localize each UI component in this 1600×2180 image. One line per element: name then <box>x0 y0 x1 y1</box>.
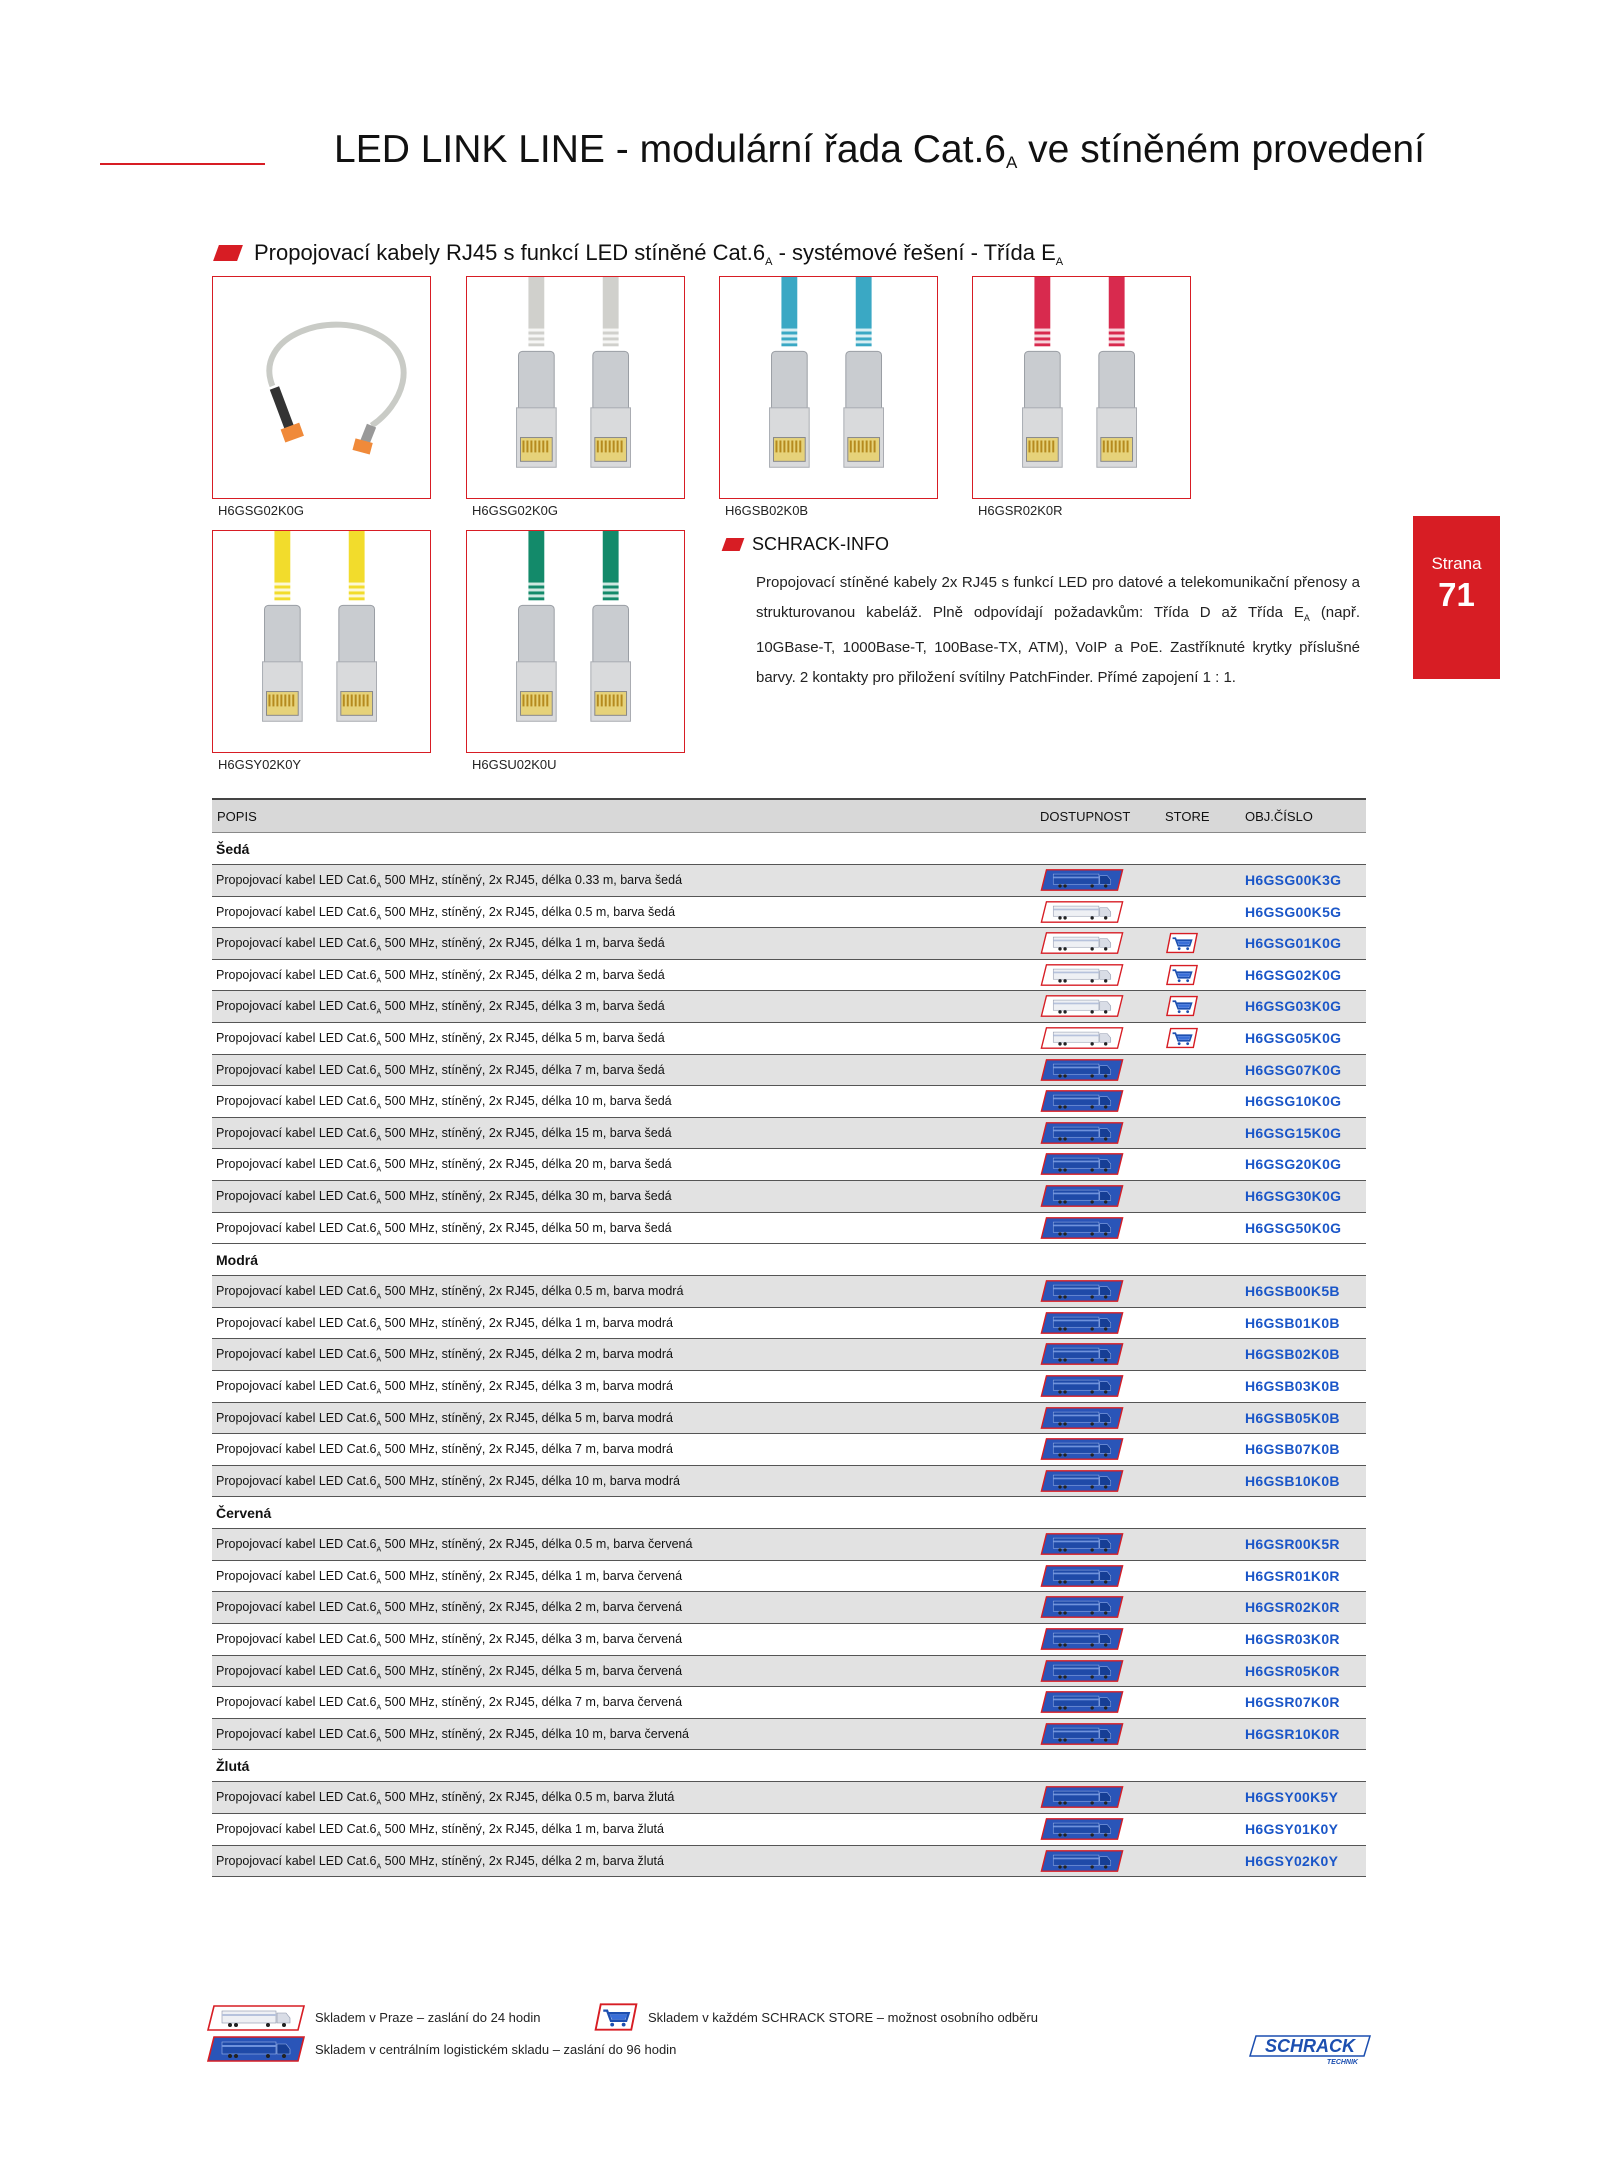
order-number[interactable]: H6GSR05K0R <box>1245 1662 1340 1679</box>
header-code: OBJ.ČÍSLO <box>1245 809 1313 824</box>
row-description: Propojovací kabel LED $Cat.6_A$ 500 MHz, stíněný, 2x RJ45, délka 10 m, barva červená <box>216 1726 689 1744</box>
legend-prague: Skladem v Praze – zaslání do 24 hodin <box>315 2010 541 2025</box>
truck-central-icon <box>1034 1153 1130 1175</box>
table-row <box>212 1656 1366 1688</box>
table-row <box>212 1624 1366 1656</box>
table-row <box>212 1814 1366 1846</box>
row-description: Propojovací kabel LED $Cat.6_A$ 500 MHz, stíněný, 2x RJ45, délka 3 m, barva šedá <box>216 999 665 1016</box>
red-square-icon <box>213 245 243 261</box>
truck-central-icon <box>1034 1280 1130 1302</box>
row-description: Propojovací kabel LED $Cat.6_A$ 500 MHz, stíněný, 2x RJ45, délka 5 m, barva červená <box>216 1663 683 1681</box>
truck-central-icon <box>1034 1312 1130 1334</box>
truck-central-icon <box>206 2036 306 2062</box>
row-description: Propojovací kabel LED $Cat.6_A$ 500 MHz, stíněný, 2x RJ45, délka 1 m, barva žlutá <box>216 1822 664 1839</box>
order-number[interactable]: H6GSG00K3G <box>1245 872 1342 888</box>
shopping-cart-icon <box>1165 995 1199 1017</box>
legend-central: Skladem v centrálním logistickém skladu – zaslání do 96 hodin <box>315 2042 677 2057</box>
shopping-cart-icon <box>1165 1027 1199 1049</box>
order-number[interactable]: H6GSB07K0B <box>1245 1441 1340 1458</box>
group-name: Žlutá <box>216 1758 250 1775</box>
order-number[interactable]: H6GSB01K0B <box>1245 1314 1340 1331</box>
truck-central-icon <box>1034 1122 1130 1144</box>
truck-central-icon <box>1034 1723 1130 1745</box>
row-description: Propojovací kabel LED $Cat.6_A$ 500 MHz, stíněný, 2x RJ45, délka 50 m, barva šedá <box>216 1220 672 1238</box>
order-number[interactable]: H6GSB00K5B <box>1245 1283 1340 1300</box>
product-photo <box>972 276 1191 499</box>
table-body <box>212 833 1366 1877</box>
order-number[interactable]: H6GSG30K0G <box>1245 1187 1342 1204</box>
table-row <box>212 1308 1366 1340</box>
table-row <box>212 865 1366 897</box>
info-text: Propojovací stíněné kabely 2x RJ45 s funkcí LED pro datové a telekomunikační přenosy a strukturovanou kabeláž. Plně odpovídají požadavkům: Třída D až Třída $E_A$ (např. 10GBase-T, 1000Base-T, 100Base-TX, ATM), VoIP a PoE. Zastříknuté krytky příslušné barvy. 2 kontakty pro přiložení svítilny PatchFinder. Přímé zapojení 1 : 1. <box>756 574 1360 686</box>
product-photo <box>466 276 685 499</box>
page-number: 71 <box>1438 576 1475 613</box>
row-description: Propojovací kabel LED $Cat.6_A$ 500 MHz, stíněný, 2x RJ45, délka 0.33 m, barva šedá <box>216 873 683 890</box>
row-description: Propojovací kabel LED $Cat.6_A$ 500 MHz, stíněný, 2x RJ45, délka 0.5 m, barva šedá <box>216 904 676 922</box>
row-description: Propojovací kabel LED $Cat.6_A$ 500 MHz, stíněný, 2x RJ45, délka 20 m, barva šedá <box>216 1157 672 1174</box>
table-row <box>212 1371 1366 1403</box>
truck-central-icon <box>1034 1691 1130 1713</box>
truck-central-icon <box>1034 1533 1130 1555</box>
table-row <box>212 928 1366 960</box>
row-description: Propojovací kabel LED $Cat.6_A$ 500 MHz, stíněný, 2x RJ45, délka 2 m, barva červená <box>216 1600 683 1617</box>
group-header <box>212 1750 1366 1782</box>
row-description: Propojovací kabel LED $Cat.6_A$ 500 MHz, stíněný, 2x RJ45, délka 3 m, barva modrá <box>216 1378 673 1396</box>
cable-image <box>467 531 684 752</box>
product-code-label: H6GSY02K0Y <box>218 757 302 772</box>
page-title: LED LINK LINE - modulární řada $Cat.6_A$ ve stíněném provedení <box>334 128 1425 172</box>
order-number[interactable]: H6GSG50K0G <box>1245 1219 1342 1236</box>
table-row <box>212 1023 1366 1055</box>
product-photo <box>212 530 431 753</box>
table-row <box>212 897 1366 929</box>
shopping-cart-icon <box>1165 932 1199 954</box>
order-number[interactable]: H6GSR07K0R <box>1245 1694 1340 1711</box>
order-number[interactable]: H6GSR01K0R <box>1245 1567 1340 1584</box>
row-description: Propojovací kabel LED $Cat.6_A$ 500 MHz, stíněný, 2x RJ45, délka 2 m, barva žlutá <box>216 1853 664 1871</box>
product-code-label: H6GSG02K0G <box>472 503 558 518</box>
order-number[interactable]: H6GSG00K5G <box>1245 903 1342 920</box>
order-number[interactable]: H6GSG05K0G <box>1245 1029 1342 1046</box>
product-code-label: H6GSB02K0B <box>725 503 809 518</box>
table-row <box>212 1339 1366 1371</box>
cable-image <box>213 531 430 752</box>
page-tab-label: Strana <box>1431 554 1482 573</box>
group-header <box>212 833 1366 865</box>
order-number[interactable]: H6GSG03K0G <box>1245 998 1342 1015</box>
group-name: Červená <box>216 1505 272 1522</box>
truck-central-icon <box>1034 1850 1130 1872</box>
truck-prague-icon <box>206 2005 306 2031</box>
row-description: Propojovací kabel LED $Cat.6_A$ 500 MHz, stíněný, 2x RJ45, délka 10 m, barva šedá <box>216 1094 672 1111</box>
table-row <box>212 1213 1366 1245</box>
order-number[interactable]: H6GSG07K0G <box>1245 1061 1342 1078</box>
group-name: Modrá <box>216 1252 258 1269</box>
section-title: Propojovací kabely RJ45 s funkcí LED stíněné $Cat.6_A$ - systémové řešení - Třída $E_A$ <box>216 240 1063 268</box>
group-header <box>212 1244 1366 1276</box>
order-number[interactable]: H6GSG01K0G <box>1245 935 1342 952</box>
truck-central-icon <box>1034 1343 1130 1365</box>
table-row <box>212 1719 1366 1751</box>
truck-prague-icon <box>1034 932 1130 954</box>
order-number[interactable]: H6GSB03K0B <box>1245 1377 1340 1394</box>
truck-central-icon <box>1034 1438 1130 1460</box>
shopping-cart-icon <box>1165 964 1199 986</box>
row-description: Propojovací kabel LED $Cat.6_A$ 500 MHz, stíněný, 2x RJ45, délka 0.5 m, barva modrá <box>216 1284 684 1301</box>
row-description: Propojovací kabel LED $Cat.6_A$ 500 MHz, stíněný, 2x RJ45, délka 1 m, barva červená <box>216 1568 683 1586</box>
table-row <box>212 1055 1366 1087</box>
row-description: Propojovací kabel LED $Cat.6_A$ 500 MHz, stíněný, 2x RJ45, délka 7 m, barva šedá <box>216 1062 665 1080</box>
order-number[interactable]: H6GSY01K0Y <box>1245 1821 1339 1838</box>
row-description: Propojovací kabel LED $Cat.6_A$ 500 MHz, stíněný, 2x RJ45, délka 2 m, barva šedá <box>216 967 665 985</box>
truck-prague-icon <box>1034 901 1130 923</box>
shopping-cart-icon <box>590 2003 642 2031</box>
truck-central-icon <box>1034 1407 1130 1429</box>
order-number[interactable]: H6GSY00K5Y <box>1245 1789 1339 1806</box>
truck-prague-icon <box>1034 964 1130 986</box>
table-row <box>212 1086 1366 1118</box>
row-description: Propojovací kabel LED $Cat.6_A$ 500 MHz, stíněný, 2x RJ45, délka 5 m, barva šedá <box>216 1030 665 1048</box>
row-description: Propojovací kabel LED $Cat.6_A$ 500 MHz, stíněný, 2x RJ45, délka 7 m, barva modrá <box>216 1442 673 1459</box>
truck-central-icon <box>1034 1660 1130 1682</box>
product-photo <box>212 276 431 499</box>
truck-central-icon <box>1034 1818 1130 1840</box>
table-row <box>212 1118 1366 1150</box>
group-name: Šedá <box>216 841 250 857</box>
row-description: Propojovací kabel LED $Cat.6_A$ 500 MHz, stíněný, 2x RJ45, délka 0.5 m, barva červená <box>216 1537 693 1554</box>
product-code-label: H6GSU02K0U <box>472 757 557 772</box>
header-store: STORE <box>1165 809 1210 824</box>
truck-central-icon <box>1034 1375 1130 1397</box>
truck-central-icon <box>1034 1628 1130 1650</box>
order-number[interactable]: H6GSR00K5R <box>1245 1536 1340 1553</box>
row-description: Propojovací kabel LED $Cat.6_A$ 500 MHz, stíněný, 2x RJ45, délka 30 m, barva šedá <box>216 1188 672 1206</box>
row-description: Propojovací kabel LED $Cat.6_A$ 500 MHz, stíněný, 2x RJ45, délka 7 m, barva červená <box>216 1695 683 1712</box>
table-row <box>212 1529 1366 1561</box>
product-photo <box>466 530 685 753</box>
svg-text:SCHRACK: SCHRACK <box>1265 2036 1355 2056</box>
order-number[interactable]: H6GSG20K0G <box>1245 1156 1342 1173</box>
order-number[interactable]: H6GSR03K0R <box>1245 1631 1340 1648</box>
product-code-label: H6GSR02K0R <box>978 503 1063 518</box>
header-avail: DOSTUPNOST <box>1040 809 1131 824</box>
red-square-icon <box>722 538 745 551</box>
truck-central-icon <box>1034 1565 1130 1587</box>
truck-central-icon <box>1034 1185 1130 1207</box>
table-row <box>212 1276 1366 1308</box>
row-description: Propojovací kabel LED $Cat.6_A$ 500 MHz, stíněný, 2x RJ45, délka 3 m, barva červená <box>216 1632 683 1649</box>
product-table <box>212 798 1366 1877</box>
table-row <box>212 1403 1366 1435</box>
table-row <box>212 1181 1366 1213</box>
page-tab <box>1413 516 1500 679</box>
truck-central-icon <box>1034 1059 1130 1081</box>
table-row <box>212 1782 1366 1814</box>
row-description: Propojovací kabel LED $Cat.6_A$ 500 MHz, stíněný, 2x RJ45, délka 10 m, barva modrá <box>216 1473 680 1491</box>
truck-central-icon <box>1034 1786 1130 1808</box>
cable-image <box>973 277 1190 498</box>
order-number[interactable]: H6GSG10K0G <box>1245 1093 1342 1110</box>
legend-store: Skladem v každém SCHRACK STORE – možnost osobního odběru <box>648 2010 1038 2025</box>
order-number[interactable]: H6GSG02K0G <box>1245 966 1342 983</box>
truck-central-icon <box>1034 1470 1130 1492</box>
order-number[interactable]: H6GSR02K0R <box>1245 1599 1340 1616</box>
row-description: Propojovací kabel LED $Cat.6_A$ 500 MHz, stíněný, 2x RJ45, délka 1 m, barva šedá <box>216 936 665 953</box>
row-description: Propojovací kabel LED $Cat.6_A$ 500 MHz, stíněný, 2x RJ45, délka 2 m, barva modrá <box>216 1347 673 1364</box>
row-description: Propojovací kabel LED $Cat.6_A$ 500 MHz, stíněný, 2x RJ45, délka 1 m, barva modrá <box>216 1315 673 1333</box>
row-description: Propojovací kabel LED $Cat.6_A$ 500 MHz, stíněný, 2x RJ45, délka 5 m, barva modrá <box>216 1410 673 1427</box>
order-number[interactable]: H6GSG15K0G <box>1245 1124 1342 1141</box>
cable-image <box>213 277 430 498</box>
row-description: Propojovací kabel LED $Cat.6_A$ 500 MHz, stíněný, 2x RJ45, délka 15 m, barva šedá <box>216 1125 672 1143</box>
order-number[interactable]: H6GSR10K0R <box>1245 1725 1340 1742</box>
table-row <box>212 1592 1366 1624</box>
header-desc: POPIS <box>217 809 257 824</box>
svg-text:TECHNIK: TECHNIK <box>1326 2059 1358 2066</box>
truck-prague-icon <box>1034 995 1130 1017</box>
table-row <box>212 1149 1366 1181</box>
truck-prague-icon <box>1034 1027 1130 1049</box>
table-row <box>212 1561 1366 1593</box>
table-row <box>212 960 1366 992</box>
truck-central-icon <box>1034 1090 1130 1112</box>
schrack-logo <box>1248 2030 1373 2066</box>
cable-image <box>467 277 684 498</box>
product-photo <box>719 276 938 499</box>
table-row <box>212 991 1366 1023</box>
cable-image <box>720 277 937 498</box>
table-row <box>212 1846 1366 1878</box>
order-number[interactable]: H6GSY02K0Y <box>1245 1852 1339 1869</box>
table-row <box>212 1434 1366 1466</box>
table-row <box>212 1466 1366 1498</box>
row-description: Propojovací kabel LED $Cat.6_A$ 500 MHz, stíněný, 2x RJ45, délka 0.5 m, barva žlutá <box>216 1790 675 1807</box>
info-title: SCHRACK-INFO <box>724 534 889 555</box>
truck-central-icon <box>1034 1596 1130 1618</box>
group-header <box>212 1497 1366 1529</box>
product-code-label: H6GSG02K0G <box>218 503 304 518</box>
order-number[interactable]: H6GSB10K0B <box>1245 1472 1340 1489</box>
order-number[interactable]: H6GSB05K0B <box>1245 1409 1340 1426</box>
table-row <box>212 1687 1366 1719</box>
truck-central-icon <box>1034 1217 1130 1239</box>
header-rule <box>100 163 265 165</box>
truck-central-icon <box>1034 869 1130 891</box>
order-number[interactable]: H6GSB02K0B <box>1245 1346 1340 1363</box>
table-header <box>212 798 1366 833</box>
